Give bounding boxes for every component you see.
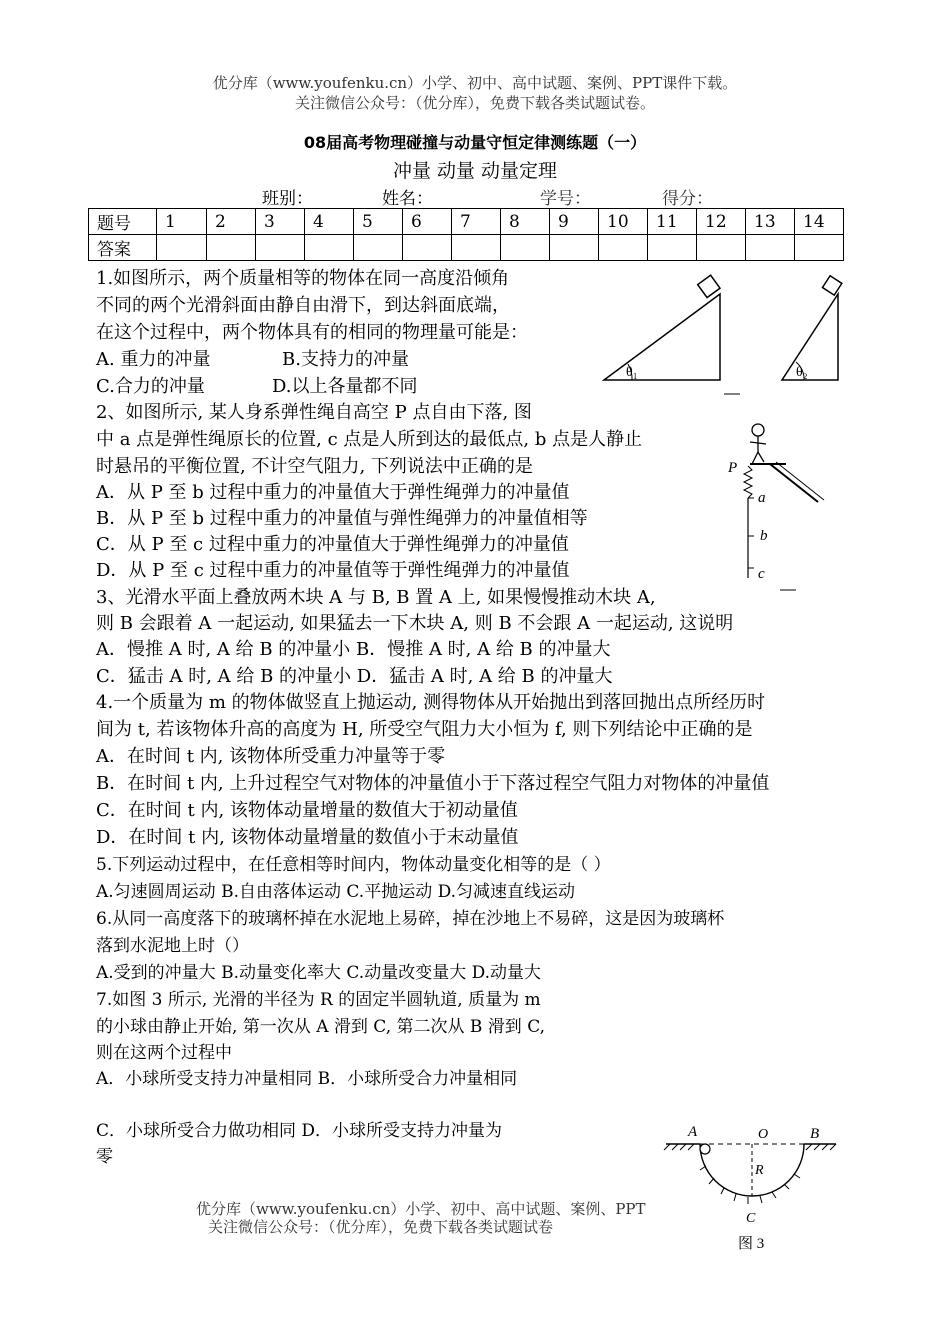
block-2 [822,276,841,295]
c-label: c [758,566,765,582]
q4-line-2: 间为 t, 若该物体升高的高度为 H, 所受空气阻力大小恒为 f, 则下列结论中正确的是 [96,719,753,740]
q2-line-2: 中 a 点是弹性绳原长的位置, c 点是人所到达的最低点, b 点是人静止 [96,429,643,450]
q7-line-3: 则在这两个过程中 [96,1043,232,1063]
q7-options-ab: A．小球所受支持力冲量相同 B．小球所受合力冲量相同 [96,1069,518,1089]
q4-option-a: A．在时间 t 内, 该物体所受重力冲量等于零 [96,746,446,767]
b-label: b [760,528,768,544]
question-number-cell: 3 [256,209,305,235]
q7-options-tail: 零 [96,1147,113,1167]
q3-options-cd: C．猛击 A 时, A 给 B 的冲量小 D．猛击 A 时, A 给 B 的冲量大 [96,666,613,687]
q2-option-b: B．从 P 至 b 过程中重力的冲量值与弹性绳弹力的冲量值相等 [96,508,588,529]
q3-line-1: 3、光滑水平面上叠放两木块 A 与 B, B 置 A 上, 如果慢慢推动木块 A, [96,587,656,608]
answer-cell[interactable] [697,235,746,261]
header-line-1: 优分库（www.youfenku.cn）小学、初中、高中试题、案例、PPT课件下载。 [212,74,738,92]
answer-cell[interactable] [452,235,501,261]
q4-option-c: C．在时间 t 内, 该物体动量增量的数值大于初动量值 [96,800,518,821]
answer-cell[interactable] [354,235,403,261]
page-title: 08届高考物理碰撞与动量守恒定律测练题（一） [303,133,647,152]
footer-line-1: 优分库（www.youfenku.cn）小学、初中、高中试题、案例、PPT [196,1200,646,1218]
point-a-label: A [688,1124,698,1140]
incline-2 [782,294,838,380]
question-number-cell: 6 [403,209,452,235]
q6-options: A.受到的冲量大 B.动量变化率大 C.动量改变量大 D.动量大 [96,963,542,983]
class-label: 班别： [262,189,313,209]
a-label: a [758,490,766,506]
answer-cell[interactable] [746,235,795,261]
question-number-cell: 2 [207,209,256,235]
table-row [89,209,844,235]
q6-line-2: 落到水泥地上时（） [96,936,249,956]
question-number-cell: 11 [648,209,697,235]
figure-caption: 图 3 [738,1236,765,1252]
q3-options-ab: A．慢推 A 时, A 给 B 的冲量小 B．慢推 A 时, A 给 B 的冲量大 [96,639,611,660]
table-row [89,235,844,261]
answer-cell[interactable] [207,235,256,261]
header-line-2: 关注微信公众号：（优分库），免费下载各类试题试卷。 [294,94,655,112]
q5-line-1: 5.下列运动过程中，在任意相等时间内，物体动量变化相等的是（ ） [96,855,611,875]
student-id-label: 学号： [540,189,591,209]
answer-cell[interactable] [305,235,354,261]
q4-option-b: B．在时间 t 内, 上升过程空气对物体的冲量值小于下落过程空气阻力对物体的冲量值 [96,773,770,794]
q2-line-3: 时悬吊的平衡位置, 不计空气阻力, 下列说法中正确的是 [96,456,533,477]
q7-options-cd: C．小球所受合力做功相同 D．小球所受支持力冲量为 [96,1121,503,1141]
q1-line-1: 1.如图所示，两个质量相等的物体在同一高度沿倾角 [96,268,510,289]
question-number-cell: 7 [452,209,501,235]
radius-label: R [755,1163,764,1178]
question-number-cell: 1 [157,209,207,235]
q1-option-c: C.合力的冲量 [96,376,205,397]
row-label: 答案 [89,235,157,261]
q2-line-1: 2、如图所示, 某人身系弹性绳自高空 P 点自由下落, 图 [96,402,532,423]
q1-option-d: D.以上各量都不同 [272,376,418,397]
point-b-label: B [810,1126,820,1142]
question-number-cell: 14 [795,209,844,235]
q7-line-1: 7.如图 3 所示, 光滑的半径为 R 的固定半圆轨道, 质量为 m [96,990,541,1010]
row-label: 题号 [89,209,157,235]
q7-semicircle-figure [660,1122,850,1254]
question-number-cell: 13 [746,209,795,235]
q1-option-b: B.支持力的冲量 [282,349,409,370]
theta2-label: θ₂ [796,365,808,380]
page-subtitle: 冲量 动量 动量定理 [392,160,558,182]
q1-option-a: A. 重力的冲量 [96,349,211,370]
score-label: 得分： [662,189,713,209]
theta1-label: θ₁ [626,365,638,380]
question-number-cell: 10 [599,209,648,235]
question-number-cell: 5 [354,209,403,235]
q3-line-2: 则 B 会跟着 A 一起运动, 如果猛去一下木块 A, 则 B 不会跟 A 一起运动, 这说明 [96,613,734,634]
p-label: P [728,460,738,476]
footer-line-2: 关注微信公众号：（优分库），免费下载各类试题试卷 [208,1218,554,1236]
person-head [752,424,764,436]
q7-line-2: 的小球由静止开始, 第一次从 A 滑到 C, 第二次从 B 滑到 C, [96,1017,546,1037]
q1-line-3: 在这个过程中，两个物体具有的相同的物理量可能是： [96,322,528,343]
q4-line-1: 4.一个质量为 m 的物体做竖直上抛运动, 测得物体从开始抛出到落回抛出点所经历时 [96,692,766,713]
q2-option-d: D．从 P 至 c 过程中重力的冲量值等于弹性绳弹力的冲量值 [96,560,570,581]
answer-cell[interactable] [403,235,452,261]
point-c-label: C [746,1211,756,1226]
q6-line-1: 6.从同一高度落下的玻璃杯掉在水泥地上易碎，掉在沙地上不易碎，这是因为玻璃杯 [96,909,725,929]
answer-cell[interactable] [157,235,207,261]
question-number-cell: 8 [501,209,550,235]
point-o-label: O [758,1127,769,1142]
q1-inclines-figure [598,268,858,400]
answer-cell[interactable] [648,235,697,261]
q1-line-2: 不同的两个光滑斜面由静自由滑下，到达斜面底端， [96,295,510,316]
q2-option-c: C．从 P 至 c 过程中重力的冲量值大于弹性绳弹力的冲量值 [96,534,569,555]
ball [700,1144,710,1154]
incline-1 [604,294,720,380]
answer-cell[interactable] [795,235,844,261]
answer-cell[interactable] [599,235,648,261]
answer-table [88,208,844,261]
answer-cell[interactable] [501,235,550,261]
question-number-cell: 12 [697,209,746,235]
q5-options: A.匀速圆周运动 B.自由落体运动 C.平抛运动 D.匀减速直线运动 [96,882,576,902]
question-number-cell: 4 [305,209,354,235]
answer-cell[interactable] [256,235,305,261]
q2-option-a: A．从 P 至 b 过程中重力的冲量值大于弹性绳弹力的冲量值 [96,482,570,503]
elastic-rope [744,466,752,498]
name-label: 姓名： [382,189,433,209]
q4-option-d: D．在时间 t 内, 该物体动量增量的数值小于末动量值 [96,827,519,848]
answer-cell[interactable] [550,235,599,261]
question-number-cell: 9 [550,209,599,235]
block-1 [698,275,720,297]
q2-bungee-figure [720,418,810,604]
